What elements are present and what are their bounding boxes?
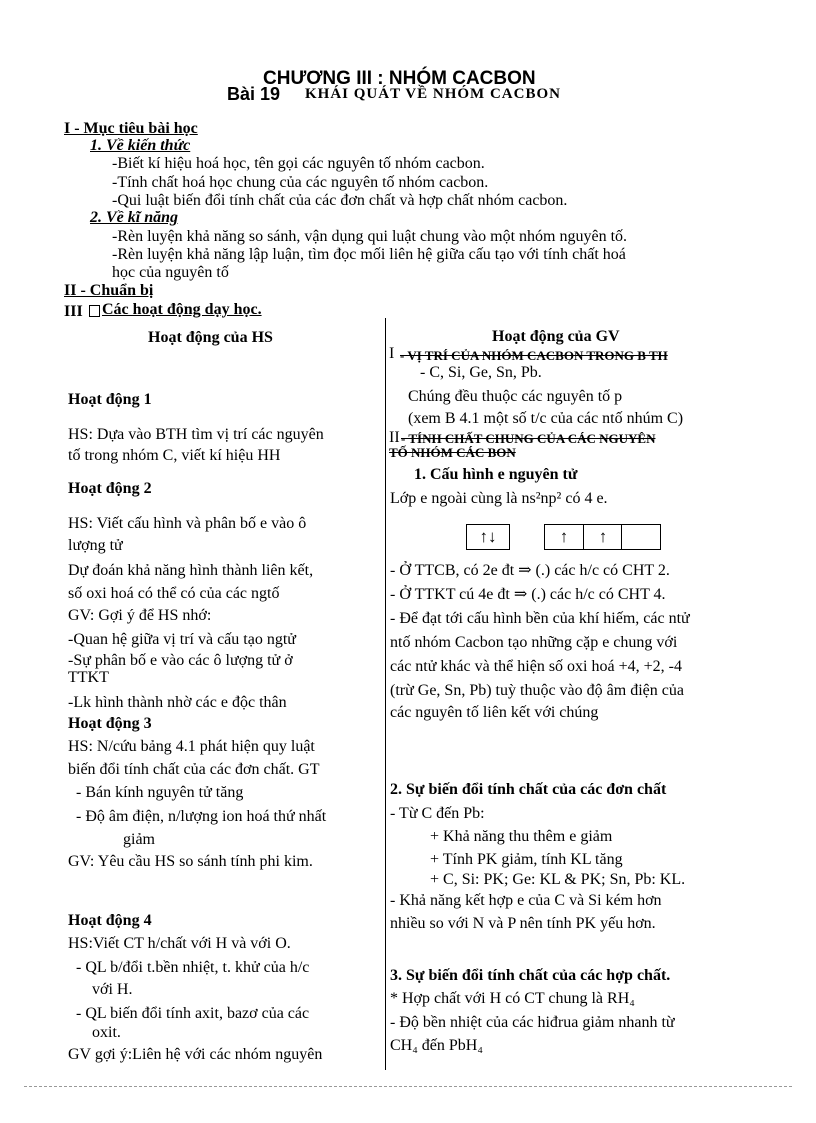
hs-line: tố trong nhóm C, viết kí hiệu HH — [68, 447, 281, 464]
hs-line: HS: Dựa vào BTH tìm vị trí các nguyên — [68, 426, 324, 443]
gv-line: + Tính PK giảm, tính KL tăng — [430, 851, 623, 868]
skills-item: học của nguyên tố — [112, 264, 229, 281]
gv-line: nhiều so với N và P nên tính PK yếu hơn. — [390, 915, 656, 932]
gv-line: + Khả năng thu thêm e giảm — [430, 828, 613, 845]
orbital-cell: ↑ — [559, 527, 569, 546]
hs-line: - QL biến đổi tính axit, bazơ của các — [76, 1005, 310, 1022]
prep-heading: II - Chuẩn bị — [64, 282, 154, 299]
hs-line: với H. — [92, 981, 133, 998]
orbital-cell — [621, 525, 661, 549]
hs-line: - Độ âm điện, n/lượng ion hoá thứ nhất — [76, 808, 327, 825]
skills-heading: 2. Về kĩ năng — [90, 209, 179, 226]
hs-line: HS: Viết cấu hình và phân bố e vào ô — [68, 515, 307, 532]
gv-section-1-prefix: I — [389, 345, 395, 362]
gv-line: (trừ Ge, Sn, Pb) tuỳ thuộc vào độ âm điện của — [390, 682, 684, 699]
knowledge-item: -Biết kí hiệu hoá học, tên gọi các nguyên tố nhóm cacbon. — [112, 155, 485, 172]
gv-section-2-prefix: II — [389, 429, 400, 446]
orbital-cell: ↑ — [583, 525, 622, 549]
gv-line: - Ở TTKT cú 4e đt ⇒ (.) các h/c có CHT 4. — [390, 586, 666, 603]
hs-line: biến đổi tính chất của các đơn chất. GT — [68, 761, 320, 778]
gv-line: - Từ C đến Pb: — [390, 805, 485, 822]
objectives-heading: I - Mục tiêu bài học — [64, 120, 198, 137]
hs-line: lượng tử — [68, 537, 123, 554]
hs-line: - Bán kính nguyên tử tăng — [76, 784, 244, 801]
gv-part-3-title: 3. Sự biến đổi tính chất của các hợp chất. — [390, 967, 671, 984]
page-bottom-rule — [24, 1086, 792, 1087]
hs-line: số oxi hoá có thể có của các ngtố — [68, 585, 280, 602]
lesson-number: Bài 19 — [227, 84, 281, 104]
orbital-s-box — [466, 524, 510, 550]
gv-line: ntố nhóm Cacbon tạo những cặp e chung với — [390, 634, 678, 651]
gv-config-line: Lớp e ngoài cùng là ns²np² có 4 e. — [390, 490, 608, 507]
lesson-title: KHÁI QUÁT VỀ NHÓM CACBON — [305, 86, 561, 102]
knowledge-item: -Tính chất hoá học chung của các nguyên tố nhóm cacbon. — [112, 174, 489, 191]
orbital-cell: ↑↓ — [479, 527, 497, 546]
hs-line: HS: N/cứu bảng 4.1 phát hiện quy luật — [68, 738, 315, 755]
gv-line: các ntử khác và thể hiện số oxi hoá +4, +2, -4 — [390, 658, 682, 675]
hs-activity-2-title: Hoạt động 2 — [68, 480, 152, 497]
gv-line: - Độ bền nhiệt của các hiđrua giảm nhanh từ — [390, 1014, 675, 1031]
activities-heading: Các hoạt động dạy học. — [102, 301, 262, 318]
column-divider — [385, 318, 386, 1070]
activities-prefix: III — [64, 303, 83, 320]
gv-line: - Để đạt tới cấu hình bền của khí hiếm, các ntử — [390, 610, 690, 627]
gv-line: - C, Si, Ge, Sn, Pb. — [420, 364, 542, 381]
gv-line: - Ở TTCB, có 2e đt ⇒ (.) các h/c có CHT 2. — [390, 562, 670, 579]
hs-line: - QL b/đổi t.bền nhiệt, t. khử của h/c — [76, 959, 310, 976]
gv-line: CH₄ đến PbH₄ — [390, 1037, 483, 1054]
skills-item: -Rèn luyện khả năng so sánh, vận dụng qui luật chung vào một nhóm nguyên tố. — [112, 228, 628, 245]
hs-line: GV: Gợi ý để HS nhớ: — [68, 607, 212, 624]
hs-activity-3-title: Hoạt động 3 — [68, 715, 152, 732]
gv-column-title: Hoạt động của GV — [492, 328, 620, 345]
chapter-title: CHƯƠNG III : NHÓM CACBON — [263, 68, 536, 89]
hs-line: giảm — [123, 831, 155, 848]
gv-line: các nguyên tố liên kết với chúng — [390, 704, 599, 721]
hs-line: GV: Yêu cầu HS so sánh tính phi kim. — [68, 853, 313, 870]
hs-line: -Lk hình thành nhờ các e độc thân — [68, 694, 287, 711]
hs-line: -Quan hệ giữa vị trí và cấu tạo ngtử — [68, 631, 296, 648]
gv-line: Chúng đều thuộc các nguyên tố p — [408, 388, 623, 405]
hs-activity-4-title: Hoạt động 4 — [68, 912, 152, 929]
hs-line: TTKT — [68, 669, 109, 686]
knowledge-heading: 1. Về kiến thức — [90, 137, 191, 154]
gv-section-2-heading: TỐ NHÓM CÁC BON — [389, 445, 516, 460]
gv-line: + C, Si: PK; Ge: KL & PK; Sn, Pb: KL. — [430, 871, 686, 888]
gv-section-2-heading: - TÍNH CHẤT CHUNG CỦA CÁC NGUYÊN — [401, 431, 656, 446]
gv-part-2-title: 2. Sự biến đổi tính chất của các đơn chất — [390, 781, 667, 798]
orbital-p-box — [544, 524, 661, 550]
gv-part-1-title: 1. Cấu hình e nguyên tử — [414, 466, 578, 483]
checkbox-glyph-icon — [89, 305, 100, 317]
hs-line: GV gợi ý:Liên hệ với các nhóm nguyên — [68, 1046, 323, 1063]
hs-line: oxit. — [92, 1024, 121, 1041]
hs-line: -Sự phân bố e vào các ô lượng tử ở — [68, 652, 293, 669]
gv-line: - Khả năng kết hợp e của C và Si kém hơn — [390, 892, 662, 909]
hs-column-title: Hoạt động của HS — [148, 329, 273, 346]
hs-line: Dự đoán khả năng hình thành liên kết, — [68, 562, 314, 579]
gv-section-1-heading: - VỊ TRÍ CỦA NHÓM CACBON TRONG B TH — [400, 348, 668, 363]
hs-activity-1-title: Hoạt động 1 — [68, 391, 152, 408]
hs-line: HS:Viết CT h/chất với H và với O. — [68, 935, 291, 952]
gv-line: * Hợp chất với H có CT chung là RH₄ — [390, 990, 635, 1007]
knowledge-item: -Qui luật biến đổi tính chất của các đơn chất và hợp chất nhóm cacbon. — [112, 192, 568, 209]
gv-line: (xem B 4.1 một số t/c của các ntố nhúm C) — [408, 410, 684, 427]
skills-item: -Rèn luyện khả năng lập luận, tìm đọc mối liên hệ giữa cấu tạo với tính chất hoá — [112, 246, 626, 263]
